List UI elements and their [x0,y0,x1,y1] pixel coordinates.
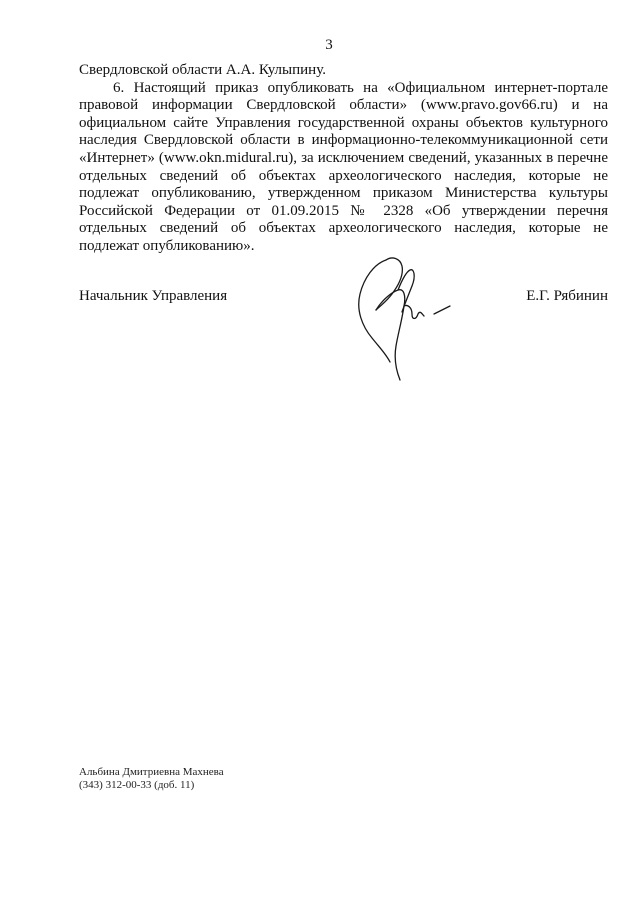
contact-info [79,766,224,792]
paragraph-6: 6. Настоящий приказ опубликовать на «Официальном интернет-портале правовой информации Свердловской области» (www.pravo.gov66.ru) и на официальном сайте Управления государственной охраны объектов культурного наследия Свердловской области в информационно-телекоммуникационной сети «Интернет» (www.okn.midural.ru), за исключением сведений, указанных в перечне отдельных сведений об объектах археологического наследия, которые не подлежат опубликованию, утвержденном приказом Министерства культуры Российской Федерации от 01.09.2015 № 2328 «Об утверждении перечня отдельных сведений об объектах археологического наследия, которые не подлежат опубликованию». [79,79,608,254]
signatory-name: Е.Г. Рябинин [526,288,608,304]
carryover-line: Свердловской области А.А. Кулыпину. [79,62,326,78]
page-number: 3 [325,37,333,53]
handwritten-signature [346,250,458,385]
signature-block [79,288,608,308]
contact-phone: (343) 312-00-33 (доб. 11) [79,779,195,791]
signatory-title: Начальник Управления [79,288,228,304]
contact-person: Альбина Дмитриевна Махнева [79,766,224,778]
document-body [79,62,608,256]
